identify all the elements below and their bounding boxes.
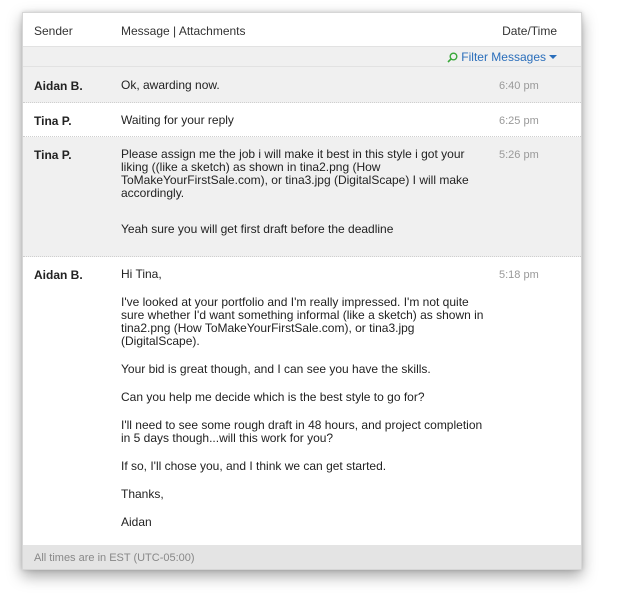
message-sender: Tina P. xyxy=(34,114,72,128)
column-header-sender: Sender xyxy=(34,24,73,38)
message-row xyxy=(23,137,581,257)
timezone-note: All times are in EST (UTC-05:00) xyxy=(34,552,195,564)
message-sender: Aidan B. xyxy=(34,79,83,93)
message-paragraph: If so, I'll chose you, and I think we can get started. xyxy=(121,459,387,473)
filter-messages-label: Filter Messages xyxy=(461,50,546,64)
message-row xyxy=(23,103,581,137)
message-time: 6:40 pm xyxy=(499,80,539,92)
message-paragraph: I'll need to see some rough draft in 48 hours, and project completion in 5 days though...will this work for you? xyxy=(121,418,483,445)
message-paragraph: Yeah sure you will get first draft before the deadline xyxy=(121,222,394,236)
filter-messages-button[interactable] xyxy=(447,50,557,64)
message-paragraph: Ok, awarding now. xyxy=(121,78,220,92)
message-paragraph: I've looked at your portfolio and I'm really impressed. I'm not quite sure whether I'd want something informal (like a sketch) as shown in tina2.png (How ToMakeYourFirstSale.com), or tina3.jpg (DigitalScape). xyxy=(121,295,484,348)
chevron-down-icon xyxy=(549,55,557,59)
message-body xyxy=(121,268,486,529)
timezone-footer xyxy=(23,545,581,570)
message-time: 6:25 pm xyxy=(499,115,539,127)
message-row xyxy=(23,257,581,545)
message-paragraph: Can you help me decide which is the best style to go for? xyxy=(121,390,425,404)
message-body xyxy=(121,148,486,236)
message-paragraph: Thanks, xyxy=(121,487,164,501)
filter-bar xyxy=(23,46,581,67)
messages-panel xyxy=(22,12,582,570)
column-header-datetime: Date/Time xyxy=(502,24,557,38)
message-body xyxy=(121,79,486,92)
search-icon xyxy=(447,52,458,63)
message-paragraph: Please assign me the job i will make it best in this style i got your liking ((like a sketch) as shown in tina2.png (How ToMakeYourFirstSale.com), or tina3.jpg (DigitalScape) I will make accordingly. xyxy=(121,147,469,200)
message-time: 5:26 pm xyxy=(499,149,539,161)
message-paragraph: Your bid is great though, and I can see you have the skills. xyxy=(121,362,431,376)
message-paragraph: Aidan xyxy=(121,515,152,529)
message-row xyxy=(23,67,581,103)
message-sender: Tina P. xyxy=(34,148,72,162)
column-header-message: Message | Attachments xyxy=(121,24,246,38)
table-header xyxy=(23,13,581,46)
message-body xyxy=(121,114,486,127)
message-sender: Aidan B. xyxy=(34,268,83,282)
message-paragraph: Hi Tina, xyxy=(121,267,162,281)
message-time: 5:18 pm xyxy=(499,269,539,281)
message-paragraph: Waiting for your reply xyxy=(121,113,234,127)
